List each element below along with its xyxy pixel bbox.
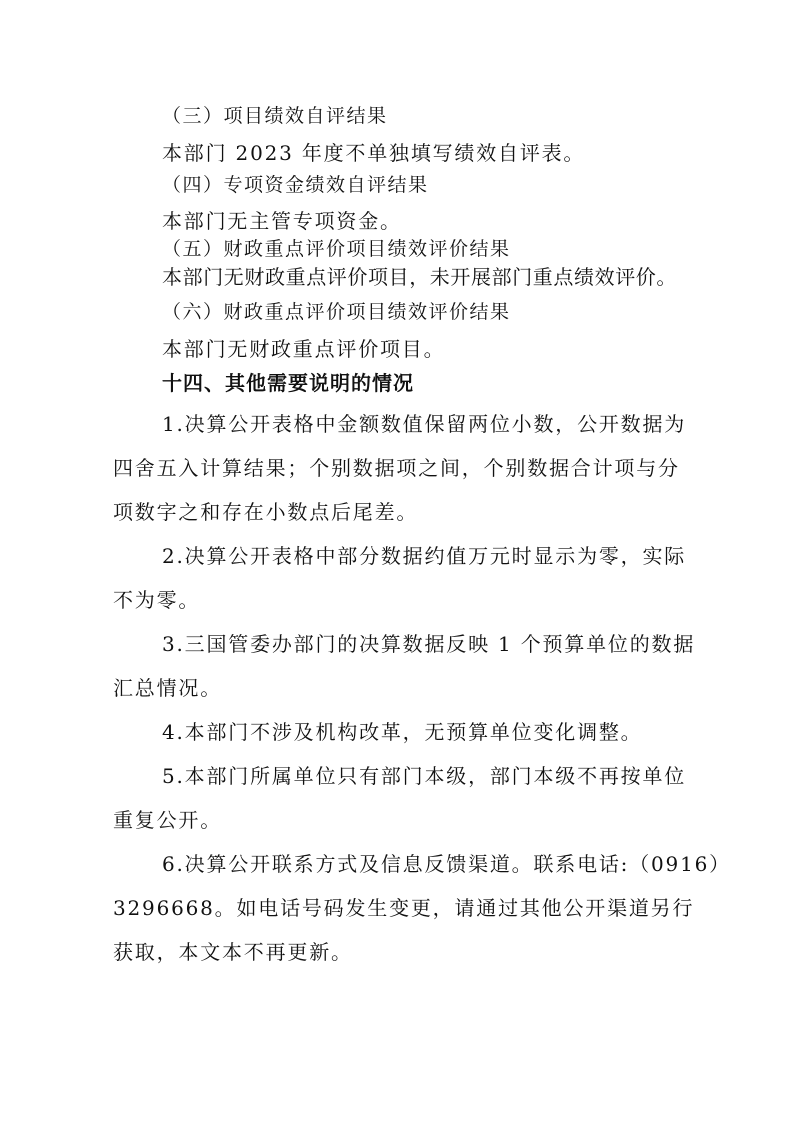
- item-3-line-1: 3.三国管委办部门的决算数据反映 1 个预算单位的数据: [162, 632, 696, 656]
- item-5-line-1: 5.本部门所属单位只有部门本级，部门本级不再按单位: [162, 764, 687, 788]
- item-2-line-1: 2.决算公开表格中部分数据约值万元时显示为零，实际: [162, 544, 687, 568]
- item-1-line-2: 四舍五入计算结果；个别数据项之间，个别数据合计项与分: [113, 456, 680, 480]
- subsection-6-title: （六）财政重点评价项目绩效评价结果: [162, 301, 511, 323]
- subsection-3-title: （三）项目绩效自评结果: [162, 105, 388, 127]
- subsection-4-title: （四）专项资金绩效自评结果: [162, 174, 429, 196]
- item-1-line-3: 项数字之和存在小数点后尾差。: [113, 500, 419, 524]
- subsection-3-text: 本部门 2023 年度不单独填写绩效自评表。: [162, 141, 586, 165]
- item-5-line-2: 重复公开。: [113, 808, 222, 832]
- section-14-title: 十四、其他需要说明的情况: [162, 371, 414, 395]
- item-3-line-2: 汇总情况。: [113, 676, 222, 700]
- subsection-6-text: 本部门无财政重点评价项目。: [162, 337, 446, 361]
- item-2-line-2: 不为零。: [113, 588, 201, 612]
- subsection-5-title: （五）财政重点评价项目绩效评价结果: [162, 238, 511, 260]
- item-6-line-2: 3296668。如电话号码发生变更，请通过其他公开渠道另行: [113, 896, 695, 920]
- item-1-line-1: 1.决算公开表格中金额数值保留两位小数，公开数据为: [162, 412, 687, 436]
- subsection-4-text: 本部门无主管专项资金。: [162, 209, 402, 233]
- item-6-line-3: 获取，本文本不再更新。: [113, 940, 353, 964]
- item-6-line-1: 6.决算公开联系方式及信息反馈渠道。联系电话:（0916）: [162, 852, 731, 876]
- subsection-5-text: 本部门无财政重点评价项目，未开展部门重点绩效评价。: [162, 265, 677, 289]
- item-4-line-1: 4.本部门不涉及机构改革，无预算单位变化调整。: [162, 720, 643, 744]
